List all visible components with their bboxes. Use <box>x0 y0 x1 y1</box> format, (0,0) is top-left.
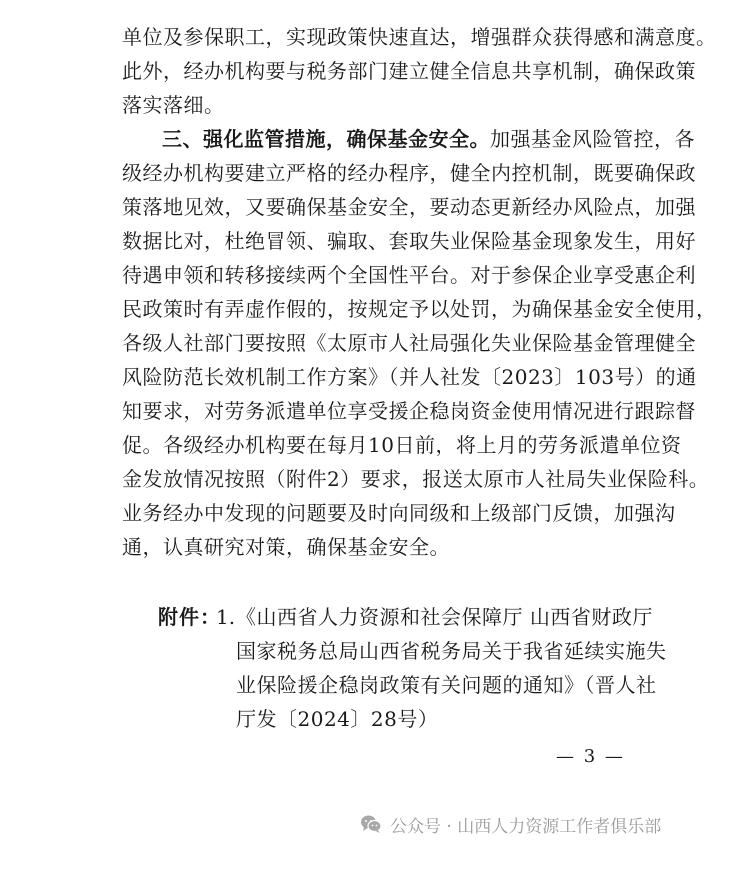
paragraph-line: 单位及参保职工，实现政策快速直达，增强群众获得感和满意度。 <box>122 25 717 49</box>
page-number: — 3 — <box>556 746 625 767</box>
section-3-first-line <box>162 122 695 156</box>
paragraph-line: 数据比对，杜绝冒领、骗取、套取失业保险基金现象发生，用好 <box>122 229 696 253</box>
paragraph-line: 此外，经办机构要与税务部门建立健全信息共享机制，确保政策 <box>122 59 696 83</box>
attachment-line: 国家税务总局山西省税务局关于我省延续实施失 <box>236 639 667 663</box>
paragraph-line: 级经办机构要建立严格的经办程序，健全内控机制，既要确保政 <box>122 161 696 185</box>
paragraph-line: 各级人社部门要按照《太原市人社局强化失业保险基金管理健全 <box>122 331 696 355</box>
source-watermark <box>360 810 661 838</box>
watermark-text: 公众号 · 山西人力资源工作者俱乐部 <box>390 816 662 837</box>
paragraph-line: 业务经办中发现的问题要及时向同级和上级部门反馈，加强沟 <box>122 501 676 525</box>
paragraph-line: 风险防范长效机制工作方案》（并人社发〔2023〕103号）的通 <box>122 365 697 389</box>
paragraph-line: 促。各级经办机构要在每月10日前，将上月的劳务派遣单位资 <box>122 433 682 457</box>
attachment-line: 《山西省人力资源和社会保障厅 山西省财政厅 <box>236 605 653 629</box>
attachment-line: 业保险援企稳岗政策有关问题的通知》（晋人社 <box>236 673 657 697</box>
paragraph-line: 民政策时有弄虚作假的，按规定予以处罚，为确保基金安全使用， <box>122 297 717 321</box>
wechat-icon <box>360 814 382 834</box>
paragraph-line: 通，认真研究对策，确保基金安全。 <box>122 535 450 559</box>
paragraph-line: 策落地见效，又要确保基金安全，要动态更新经办风险点，加强 <box>122 195 696 219</box>
paragraph-line: 待遇申领和转移接续两个全国性平台。对于参保企业享受惠企利 <box>122 263 696 287</box>
paragraph-line: 落实落细。 <box>122 93 225 117</box>
attachment-number: 1. <box>216 605 236 629</box>
section-3-first-line-text: 加强基金风险管控，各 <box>490 127 695 151</box>
paragraph-line: 知要求，对劳务派遣单位享受援企稳岗资金使用情况进行跟踪督 <box>122 399 696 423</box>
section-3-heading: 三、强化监管措施，确保基金安全。 <box>162 127 490 151</box>
attachment-label: 附件： <box>158 605 221 629</box>
paragraph-line: 金发放情况按照（附件2）要求，报送太原市人社局失业保险科。 <box>122 467 710 491</box>
attachment-line: 厅发〔2024〕28号） <box>236 707 439 731</box>
